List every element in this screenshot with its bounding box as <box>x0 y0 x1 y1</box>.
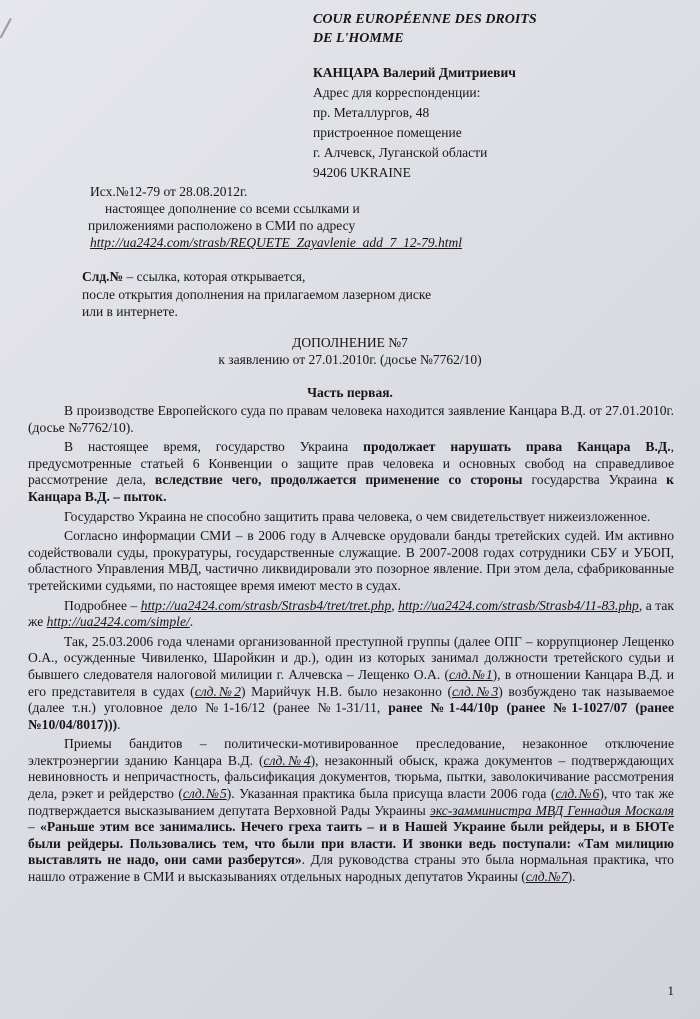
sld-note-line-2: после открытия дополнения на прилагаемом лазерном диске <box>82 286 432 302</box>
court-line-1: COUR EUROPÉENNE DES DROITS <box>313 12 537 27</box>
address-line-2: пр. Металлургов, 48 <box>313 105 430 120</box>
title-line-2: к заявлению от 27.01.2010г. (досье №7762/10) <box>218 352 482 367</box>
outgoing-reference <box>90 183 462 251</box>
sender-name: КАНЦАРА Валерий Дмитриевич <box>313 65 516 80</box>
document-title <box>0 334 700 368</box>
reference-line-3: приложениями расположено в СМИ по адресу <box>88 218 356 233</box>
sld-ref-3: слд.№3 <box>452 683 499 699</box>
minister-reference: экс-замминистра МВД Геннадия Москаля <box>429 802 674 818</box>
address-line-5: 94206 UKRAINE <box>313 165 411 180</box>
sld-ref-5: слд.№5 <box>182 786 227 802</box>
sender-address <box>313 63 516 183</box>
reference-line-2: настоящее дополнение со всеми ссылками и <box>105 201 360 216</box>
sld-abbrev: Слд.№ <box>82 269 124 284</box>
address-line-3: пристроенное помещение <box>313 125 462 140</box>
part-heading: Часть первая. <box>307 385 393 400</box>
sld-ref-1: слд.№1 <box>449 666 493 682</box>
sld-ref-4: слд.№4 <box>263 752 311 768</box>
paragraph-7: Приемы бандитов – политически-мотивированное преследование, незаконное отключение электроэнергии зданию Канцара В.Д. (слд.№4), незаконный обыск, кража документов – подтверждающих невиновность и непричастность, фальсификация документов, тюрьма, пытки, заволокичивание рассмотрения дела, рэкет и рейдерство (слд.№5). Указанная практика была присуща власти 2006 года (слд.№6), что так же подтверждается высказыванием депутата Верховной Рады Украины экс-замминистра МВД Геннадия Москаля – «Раньше этим все занимались. Нечего греха таить – и в Нашей Украине были рейдеры, и в БЮТе были рейдеры. Пользовались тем, что были при власти. И звонки ведь поступали: «Там милицию выставлять не надо, они сами разберутся». Для руководства страны это была нормальная практика, что нашло отражение в СМИ и высказываниях отдельных народных депутатов Украины (слд.№7). <box>28 736 674 885</box>
page-number: 1 <box>667 983 674 998</box>
reference-number: Исх.№12-79 от 28.08.2012г. <box>90 184 248 199</box>
link-11-83[interactable]: http://ua2424.com/strasb/Strasb4/11-83.php <box>398 597 639 613</box>
link-tret[interactable]: http://ua2424.com/strasb/Strasb4/tret/tret.php <box>140 597 392 613</box>
sld-note-line-3: или в интернете. <box>82 304 178 319</box>
court-header <box>313 10 537 48</box>
address-line-4: г. Алчевск, Луганской области <box>313 145 488 160</box>
reference-url-link[interactable]: http://ua2424.com/strasb/REQUETE_Zayavlenie_add_7_12-79.html <box>90 235 462 250</box>
sld-ref-2: слд.№2 <box>194 683 241 699</box>
link-simple[interactable]: http://ua2424.com/simple/ <box>46 614 190 630</box>
paragraph-5: Подробнее – http://ua2424.com/strasb/Strasb4/tret/tret.php, http://ua2424.com/strasb/Strasb4/11-83.php, а так же http://ua2424.com/simple/. <box>28 597 674 630</box>
paragraph-6: Так, 25.03.2006 года членами организованной преступной группы (далее ОПГ – коррупционер Лещенко О.А., осужденные Чивиленко, Шаройкин и др.), один из которых занимал должности третейского судьи и бывшего следователя налоговой милиции г. Алчевска – Лещенко О.А. (слд.№1), в отношении Канцара В.Д. и его представителя в судах (слд.№2) Марийчук Н.В. было незаконно (слд.№3) возбуждено так называемое (далее т.н.) уголовное дело №1-16/12 (ранее №1-31/11, ранее №1-44/10р (ранее №1-1027/07 (ранее №10/04/8017))). <box>28 633 674 732</box>
paragraph-1: В производстве Европейского суда по правам человека находится заявление Канцара В.Д. от 27.01.2010г. (досье №7762/10). <box>28 403 674 435</box>
court-line-2: DE L'HOMME <box>313 31 404 46</box>
title-line-1: ДОПОЛНЕНИЕ №7 <box>292 335 408 350</box>
paragraph-4: Согласно информации СМИ – в 2006 году в Алчевске орудовали банды третейских судей. Им активно содействовали суды, прокуратуры, государственные служащие. В 2007-2008 годах сотрудники СБУ и УБОП, областного Управления МВД, частично ликвидировали это позорное явление. При этом дела, сфабрикованные третейскими судьями, по настоящее время имеют место в судах. <box>28 528 674 593</box>
paragraph-2: В настоящее время, государство Украина продолжает нарушать права Канцара В.Д., предусмотренные статьей 6 Конвенции о защите прав человека и основных свобод на справедливое рассмотрение дела, вследствие чего, продолжается применение со стороны государства Украина к Канцара В.Д. – пыток. <box>28 439 675 504</box>
sld-note <box>82 268 431 321</box>
paragraph-3: Государство Украина не способно защитить права человека, о чем свидетельствует нижеизложенное. <box>64 508 651 524</box>
sld-note-line-1: – ссылка, которая открывается, <box>123 269 306 284</box>
document-body <box>28 403 674 886</box>
quote: «Раньше этим все занимались. Нечего греха таить – и в Нашей Украине были рейдеры, и в БЮТе были рейдеры. Пользовались тем, что были при власти. И звонки ведь поступали: «Там милицию выставлять не надо, они сами разберутся» <box>28 819 674 868</box>
staple-mark <box>0 18 22 44</box>
sld-ref-7: слд.№7 <box>525 869 568 885</box>
address-line-1: Адрес для корреспонденции: <box>313 85 481 100</box>
sld-ref-6: слд.№6 <box>555 786 600 802</box>
